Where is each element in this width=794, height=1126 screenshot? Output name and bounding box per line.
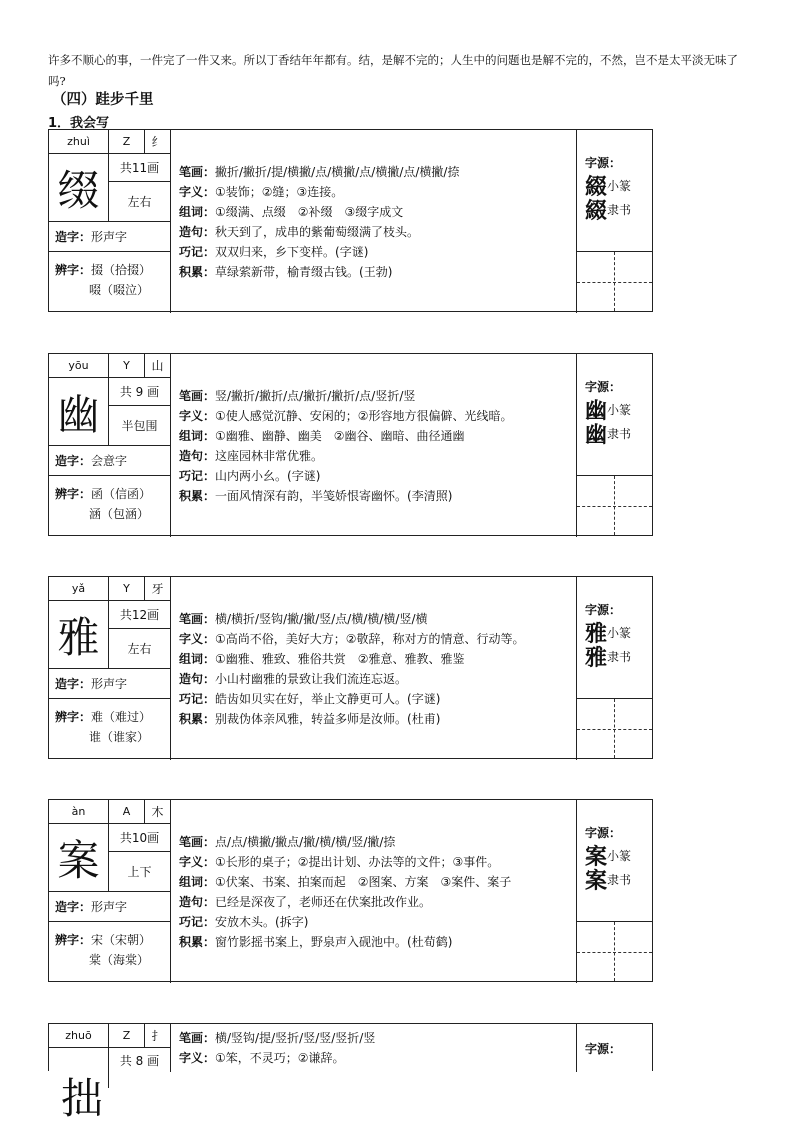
label-bianzi: 辨字： [55,710,92,724]
bianzi-item: 谁（谁家） [89,730,150,744]
label-bianzi: 辨字： [55,933,92,947]
zaozi-value: 形声字 [91,230,128,244]
label-qiaoji: 巧记： [179,692,216,706]
bianzi-item: 掇（拾掇） [91,263,152,277]
zaozi-row [49,669,171,699]
clerical-script-glyph: 幽 [585,421,608,448]
char-details [171,354,577,537]
zaoju-value: 已经是深夜了，老师还在伏案批改作业。 [215,895,432,909]
zaoju-value: 小山村幽雅的景致让我们流连忘返。 [215,672,408,686]
label-jilei: 积累： [179,712,216,726]
ziyi-value: ①笨，不灵巧；②谦辞。 [215,1051,345,1065]
seal-script-glyph: 雅 [585,620,608,647]
label-zuci: 组词： [179,429,216,443]
ziyuan-panel [577,354,652,476]
char-card-you [48,353,653,536]
qiaoji-value: 安放木头。(拆字) [215,915,309,929]
seal-script-glyph: 案 [585,843,608,870]
label-ziyuan: 字源： [585,156,622,170]
char-card-zhuo [48,1023,653,1123]
structure: 上下 [109,852,171,892]
label-ziyi: 字义： [179,632,216,646]
stroke-count: 共12画 [109,601,171,629]
zaozi-value: 形声字 [91,900,128,914]
pinyin: yōu [49,354,109,378]
clerical-script-label: 隶书 [607,426,632,441]
label-zuci: 组词： [179,652,216,666]
stroke-count: 共10画 [109,824,171,852]
label-ziyi: 字义： [179,185,216,199]
label-ziyi: 字义： [179,855,216,869]
label-qiaoji: 巧记： [179,915,216,929]
zaoju-value: 这座园林非常优雅。 [215,449,324,463]
bihua-value: 横/竖钩/提/竖折/竖/竖/竖折/竖 [215,1031,376,1045]
label-zaozi: 造字： [55,677,92,691]
zaozi-value: 形声字 [91,677,128,691]
seal-script-glyph: 幽 [585,397,608,424]
label-bihua: 笔画： [179,165,216,179]
label-ziyuan: 字源： [585,380,622,394]
zuci-value: ①缀满、点缀 ②补缀 ③缀字成文 [215,205,404,219]
label-bianzi: 辨字： [55,487,92,501]
label-ziyuan: 字源： [585,826,622,840]
jilei-value: 别裁伪体亲风雅，转益多师是汝师。(杜甫) [215,712,441,726]
bianzi-row [49,922,171,983]
label-zuci: 组词： [179,205,216,219]
pinyin: àn [49,800,109,824]
zaozi-value: 会意字 [91,454,128,468]
bihua-value: 横/横折/竖钩/撇/撇/竖/点/横/横/横/竖/横 [215,612,428,626]
qiaoji-value: 皓齿如贝实在好，举止文静更可人。(字谜) [215,692,441,706]
practice-grid [577,252,652,311]
practice-grid [577,699,652,758]
label-bihua: 笔画： [179,612,216,626]
label-bihua: 笔画： [179,835,216,849]
initial-letter: A [109,800,145,824]
main-character: 幽 [49,378,109,446]
initial-letter: Y [109,354,145,378]
initial-letter: Y [109,577,145,601]
radical: 牙 [145,577,171,601]
label-jilei: 积累： [179,935,216,949]
char-card-an [48,799,653,982]
bianzi-row [49,699,171,760]
label-zaozi: 造字： [55,900,92,914]
label-zaozi: 造字： [55,454,92,468]
pinyin: zhuì [49,130,109,154]
seal-script-label: 小篆 [607,625,632,640]
label-zaozi: 造字： [55,230,92,244]
seal-script-label: 小篆 [607,848,632,863]
clerical-script-glyph: 案 [585,867,608,894]
stroke-count: 共 9 画 [109,378,171,406]
label-qiaoji: 巧记： [179,245,216,259]
clerical-script-label: 隶书 [607,649,632,664]
main-character: 雅 [49,601,109,669]
zaozi-row [49,222,171,252]
ziyi-value: ①高尚不俗，美好大方；②敬辞，称对方的情意、行动等。 [215,632,525,646]
bihua-value: 竖/撇折/撇折/点/撇折/撇折/点/竖折/竖 [215,389,416,403]
jilei-value: 一面风情深有韵，半笺娇恨寄幽怀。(李清照) [215,489,453,503]
qiaoji-value: 双双归来，乡下变样。(字谜) [215,245,369,259]
intro-paragraph: 许多不顺心的事，一件完了一件又来。所以丁香结年年都有。结，是解不完的；人生中的问题也是解不完的，不然，岂不是太平淡无味了吗? [48,53,738,88]
label-ziyuan: 字源： [585,1042,622,1056]
zuci-value: ①幽雅、雅致、雅俗共赏 ②雅意、雅教、雅鉴 [215,652,465,666]
label-zaoju: 造句： [179,225,216,239]
jilei-value: 草绿萦新带，榆青缀古钱。(王勃) [215,265,393,279]
label-ziyi: 字义： [179,409,216,423]
stroke-count: 共 8 画 [109,1048,171,1072]
char-details [171,130,577,313]
label-bianzi: 辨字： [55,263,92,277]
zaoju-value: 秋天到了，成串的紫葡萄缀满了枝头。 [215,225,420,239]
main-character: 案 [49,824,109,892]
seal-script-label: 小篆 [607,178,632,193]
bianzi-item: 涵（包涵） [89,507,150,521]
bianzi-row [49,252,171,313]
label-zaoju: 造句： [179,895,216,909]
char-details [171,800,577,983]
ziyuan-panel [577,577,652,699]
clerical-script-label: 隶书 [607,202,632,217]
clerical-script-glyph: 綴 [585,197,608,224]
jilei-value: 窗竹影摇书案上，野泉声入砚池中。(杜荀鹤) [215,935,453,949]
stroke-count: 共11画 [109,154,171,182]
sub-title: 1．我会写 [48,116,110,131]
bianzi-item: 棠（海棠） [89,953,150,967]
seal-script-label: 小篆 [607,402,632,417]
ziyuan-panel [577,130,652,252]
practice-grid [577,476,652,535]
initial-letter: Z [109,130,145,154]
initial-letter: Z [109,1024,145,1048]
structure: 左右 [109,182,171,222]
label-qiaoji: 巧记： [179,469,216,483]
qiaoji-value: 山内两小幺。(字谜) [215,469,321,483]
bianzi-item: 啜（啜泣） [89,283,150,297]
zuci-value: ①伏案、书案、拍案而起 ②图案、方案 ③案件、案子 [215,875,512,889]
bianzi-item: 函（信函） [91,487,152,501]
bianzi-row [49,476,171,537]
pinyin: zhuō [49,1024,109,1048]
structure: 左右 [109,629,171,669]
zaozi-row [49,446,171,476]
zaozi-row [49,892,171,922]
label-bihua: 笔画： [179,1031,216,1045]
label-ziyi: 字义： [179,1051,216,1065]
main-character: 拙 [49,1048,109,1088]
pinyin: yǎ [49,577,109,601]
char-card-ya [48,576,653,759]
char-details [171,1024,577,1072]
bianzi-item: 宋（宋朝） [91,933,152,947]
clerical-script-label: 隶书 [607,872,632,887]
zuci-value: ①幽雅、幽静、幽美 ②幽谷、幽暗、曲径通幽 [215,429,465,443]
radical: 山 [145,354,171,378]
label-jilei: 积累： [179,489,216,503]
ziyi-value: ①装饰；②缝；③连接。 [215,185,344,199]
radical: 扌 [145,1024,171,1048]
bihua-value: 撇折/撇折/提/横撇/点/横撇/点/横撇/点/横撇/捺 [215,165,460,179]
practice-grid [577,922,652,981]
ziyi-value: ①使人感觉沉静、安闲的；②形容地方很偏僻、光线暗。 [215,409,513,423]
label-ziyuan: 字源： [585,603,622,617]
radical: 纟 [145,130,171,154]
radical: 木 [145,800,171,824]
seal-script-glyph: 綴 [585,173,608,200]
bianzi-item: 难（难过） [91,710,152,724]
label-zaoju: 造句： [179,449,216,463]
char-details [171,577,577,760]
clerical-script-glyph: 雅 [585,644,608,671]
section-title: （四）跬步千里 [52,92,154,108]
ziyi-value: ①长形的桌子；②提出计划、办法等的文件；③事件。 [215,855,500,869]
structure: 半包围 [109,406,171,446]
char-card-zhui [48,129,653,312]
label-zuci: 组词： [179,875,216,889]
label-bihua: 笔画： [179,389,216,403]
label-jilei: 积累： [179,265,216,279]
label-zaoju: 造句： [179,672,216,686]
ziyuan-panel [577,800,652,922]
main-character: 缀 [49,154,109,222]
bihua-value: 点/点/横撇/撇点/撇/横/横/竖/撇/捺 [215,835,396,849]
